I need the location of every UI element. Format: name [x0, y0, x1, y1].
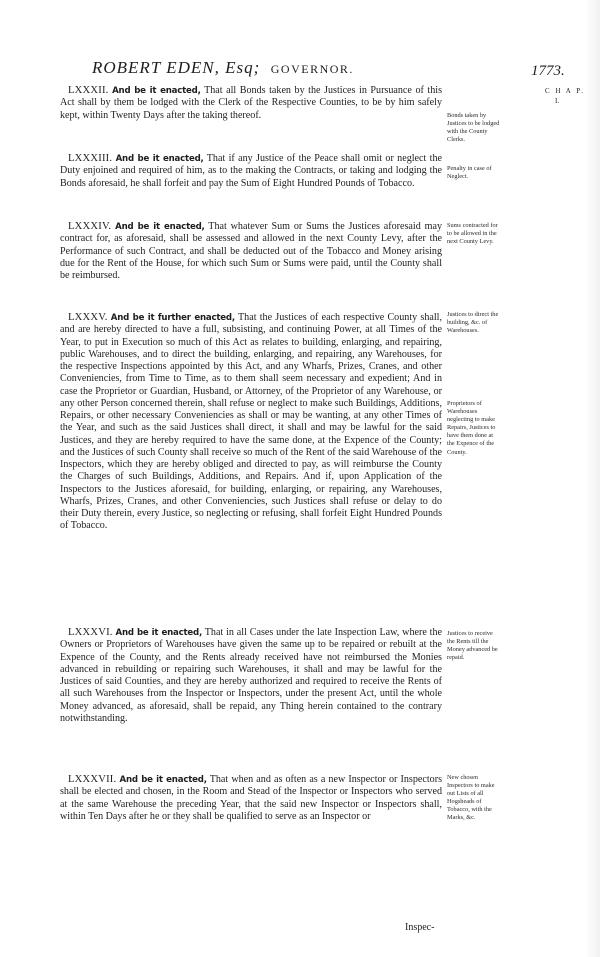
running-header [92, 58, 502, 78]
catchword: Inspec- [405, 922, 435, 933]
margin-note: Bonds taken by Justices to be lodged with the County Clerks. [447, 112, 500, 144]
section-number: LXXXV. [68, 312, 108, 323]
section-text: That when and as often as a new Inspector or Inspectors shall be elected and chosen, in the Room and Stead of the Inspector or Inspectors who served at the same Warehouse the preceding Year, that the said new Inspector or Inspectors shall, within Ten Days after he or they shall be qualified to serve as an Inspector or [60, 774, 443, 822]
margin-note: Proprietors of Warehouses neglecting to make Repairs, Justices to have them done at the Expence of the County. [447, 400, 496, 456]
section-number: LXXXII. [68, 85, 109, 96]
section-86 [60, 627, 442, 725]
section-83 [60, 153, 442, 190]
section-82 [60, 85, 442, 122]
section-text: That the Justices of each respective County shall, and are hereby directed to have a full, subsisting, and continuing Power, at all Times of the Year, to put in Execution so much of this Act as relates to building, enlarging, and repairing, public Warehouses, and to direct the building, enlarging, and repairing, any Warehouses, for the respective Inspections appointed by this Act, and any Wharfs, Prizes, Cranes, and other Conveniencies, from Time to Time, as to them shall seem necessary and expedient; And in case the Proprietor or Guardian, Husband, or Attorney, of the Proprietor of any Warehouse, or any other Person concerned therein, shall refuse or neglect to make such Buildings, Additions, Repairs, or other necessary Conveniencies as shall or may be wanting, at any other Times of the Year, and such as the said Justices shall direct, it shall and may be lawful for the said Justices, and they are hereby required to have the same done, at the Expence of the County; and the Justices of such County shall receive so much of the Rent of the said Warehouse of the Inspectors, which they are hereby obliged and directed to pay, as will reimburse the County the Charges of such Buildings, Additions, and Repairs. And if, upon Application of the Inspectors to the Justices aforesaid, for building, enlarging, or repairing, any Warehouses, Wharfs, Prizes, Cranes, and other Conveniencies, such Justices shall refuse or delay to do their Duty therein, every Justice, so neglecting or refusing, shall forfeit Eight Hundred Pounds of Tobacco. [60, 312, 442, 532]
margin-note: Justices to direct the building, &c. of Warehouses. [447, 311, 499, 335]
enacting-clause: And be it enacted, [119, 775, 207, 785]
section-text: That whatever Sum or Sums the Justices aforesaid may contract for, as aforesaid, shall be assessed and allowed in the next County Levy, after the Performance of such Contract, and shall be deducted out of the Tobacco and Money arising due for the Rent of the House, for which such Sum or Sums were paid, until the County shall be reimbursed. [60, 221, 442, 281]
enacting-clause: And be it enacted, [115, 222, 205, 232]
chapter-label: C H A P. [544, 87, 586, 95]
section-number: LXXXVI. [68, 627, 113, 638]
section-number: LXXXVII. [68, 774, 117, 785]
section-number: LXXXIV. [68, 221, 112, 232]
section-text: That if any Justice of the Peace shall omit or neglect the Duty enjoined and required of him, as to the making the Contracts, or taking and lodging the Bonds aforesaid, he shall forfeit and pay the Sum of Eight Hundred Pounds of Tobacco. [60, 153, 442, 189]
margin-note: Sums contracted for to be allowed in the next County Levy. [447, 222, 498, 246]
enacting-clause: And be it enacted, [112, 86, 201, 96]
section-87 [60, 774, 442, 823]
margin-note: Justices to receive the Rents till the Money advanced be repaid. [447, 630, 498, 662]
enacting-clause: And be it enacted, [115, 628, 203, 638]
section-text: That in all Cases under the late Inspection Law, where the Owners or Proprietors of Warehouses have given the same up to be repaired or rebuilt at the Expence of the County, and the Rents already received have not reimbursed the Monies advanced in rebuilding or repairing such Warehouses, it shall and may be lawful for the Justices of said Counties, and they are hereby authorized and required to receive the Rents of all such Warehouses from the Inspector or Inspectors, under the present Act, until the whole Money advanced, as aforesaid, shall be repaid, any Thing herein contained to the contrary notwithstanding. [60, 627, 442, 724]
page-gutter-shadow [585, 0, 600, 957]
header-title: ROBERT EDEN, Esq; [92, 58, 261, 77]
section-text: That all Bonds taken by the Justices in Pursuance of this Act shall by them be lodged with the Clerk of the Respective Counties, to be by him safely kept, within Twenty Days after the taking thereof. [60, 85, 442, 121]
section-84 [60, 221, 442, 282]
section-number: LXXXIII. [68, 153, 113, 164]
margin-note: New chosen Inspectors to make out Lists of all Hogsheads of Tobacco, with the Marks, &c. [447, 774, 495, 822]
enacting-clause: And be it enacted, [115, 154, 204, 164]
header-office: GOVERNOR. [270, 62, 354, 76]
margin-note: Penalty in case of Neglect. [447, 165, 492, 181]
enacting-clause: And be it further enacted, [110, 313, 235, 323]
page-number: 1773. [531, 63, 565, 79]
chapter-number: I. [555, 97, 560, 105]
section-85 [60, 312, 442, 533]
